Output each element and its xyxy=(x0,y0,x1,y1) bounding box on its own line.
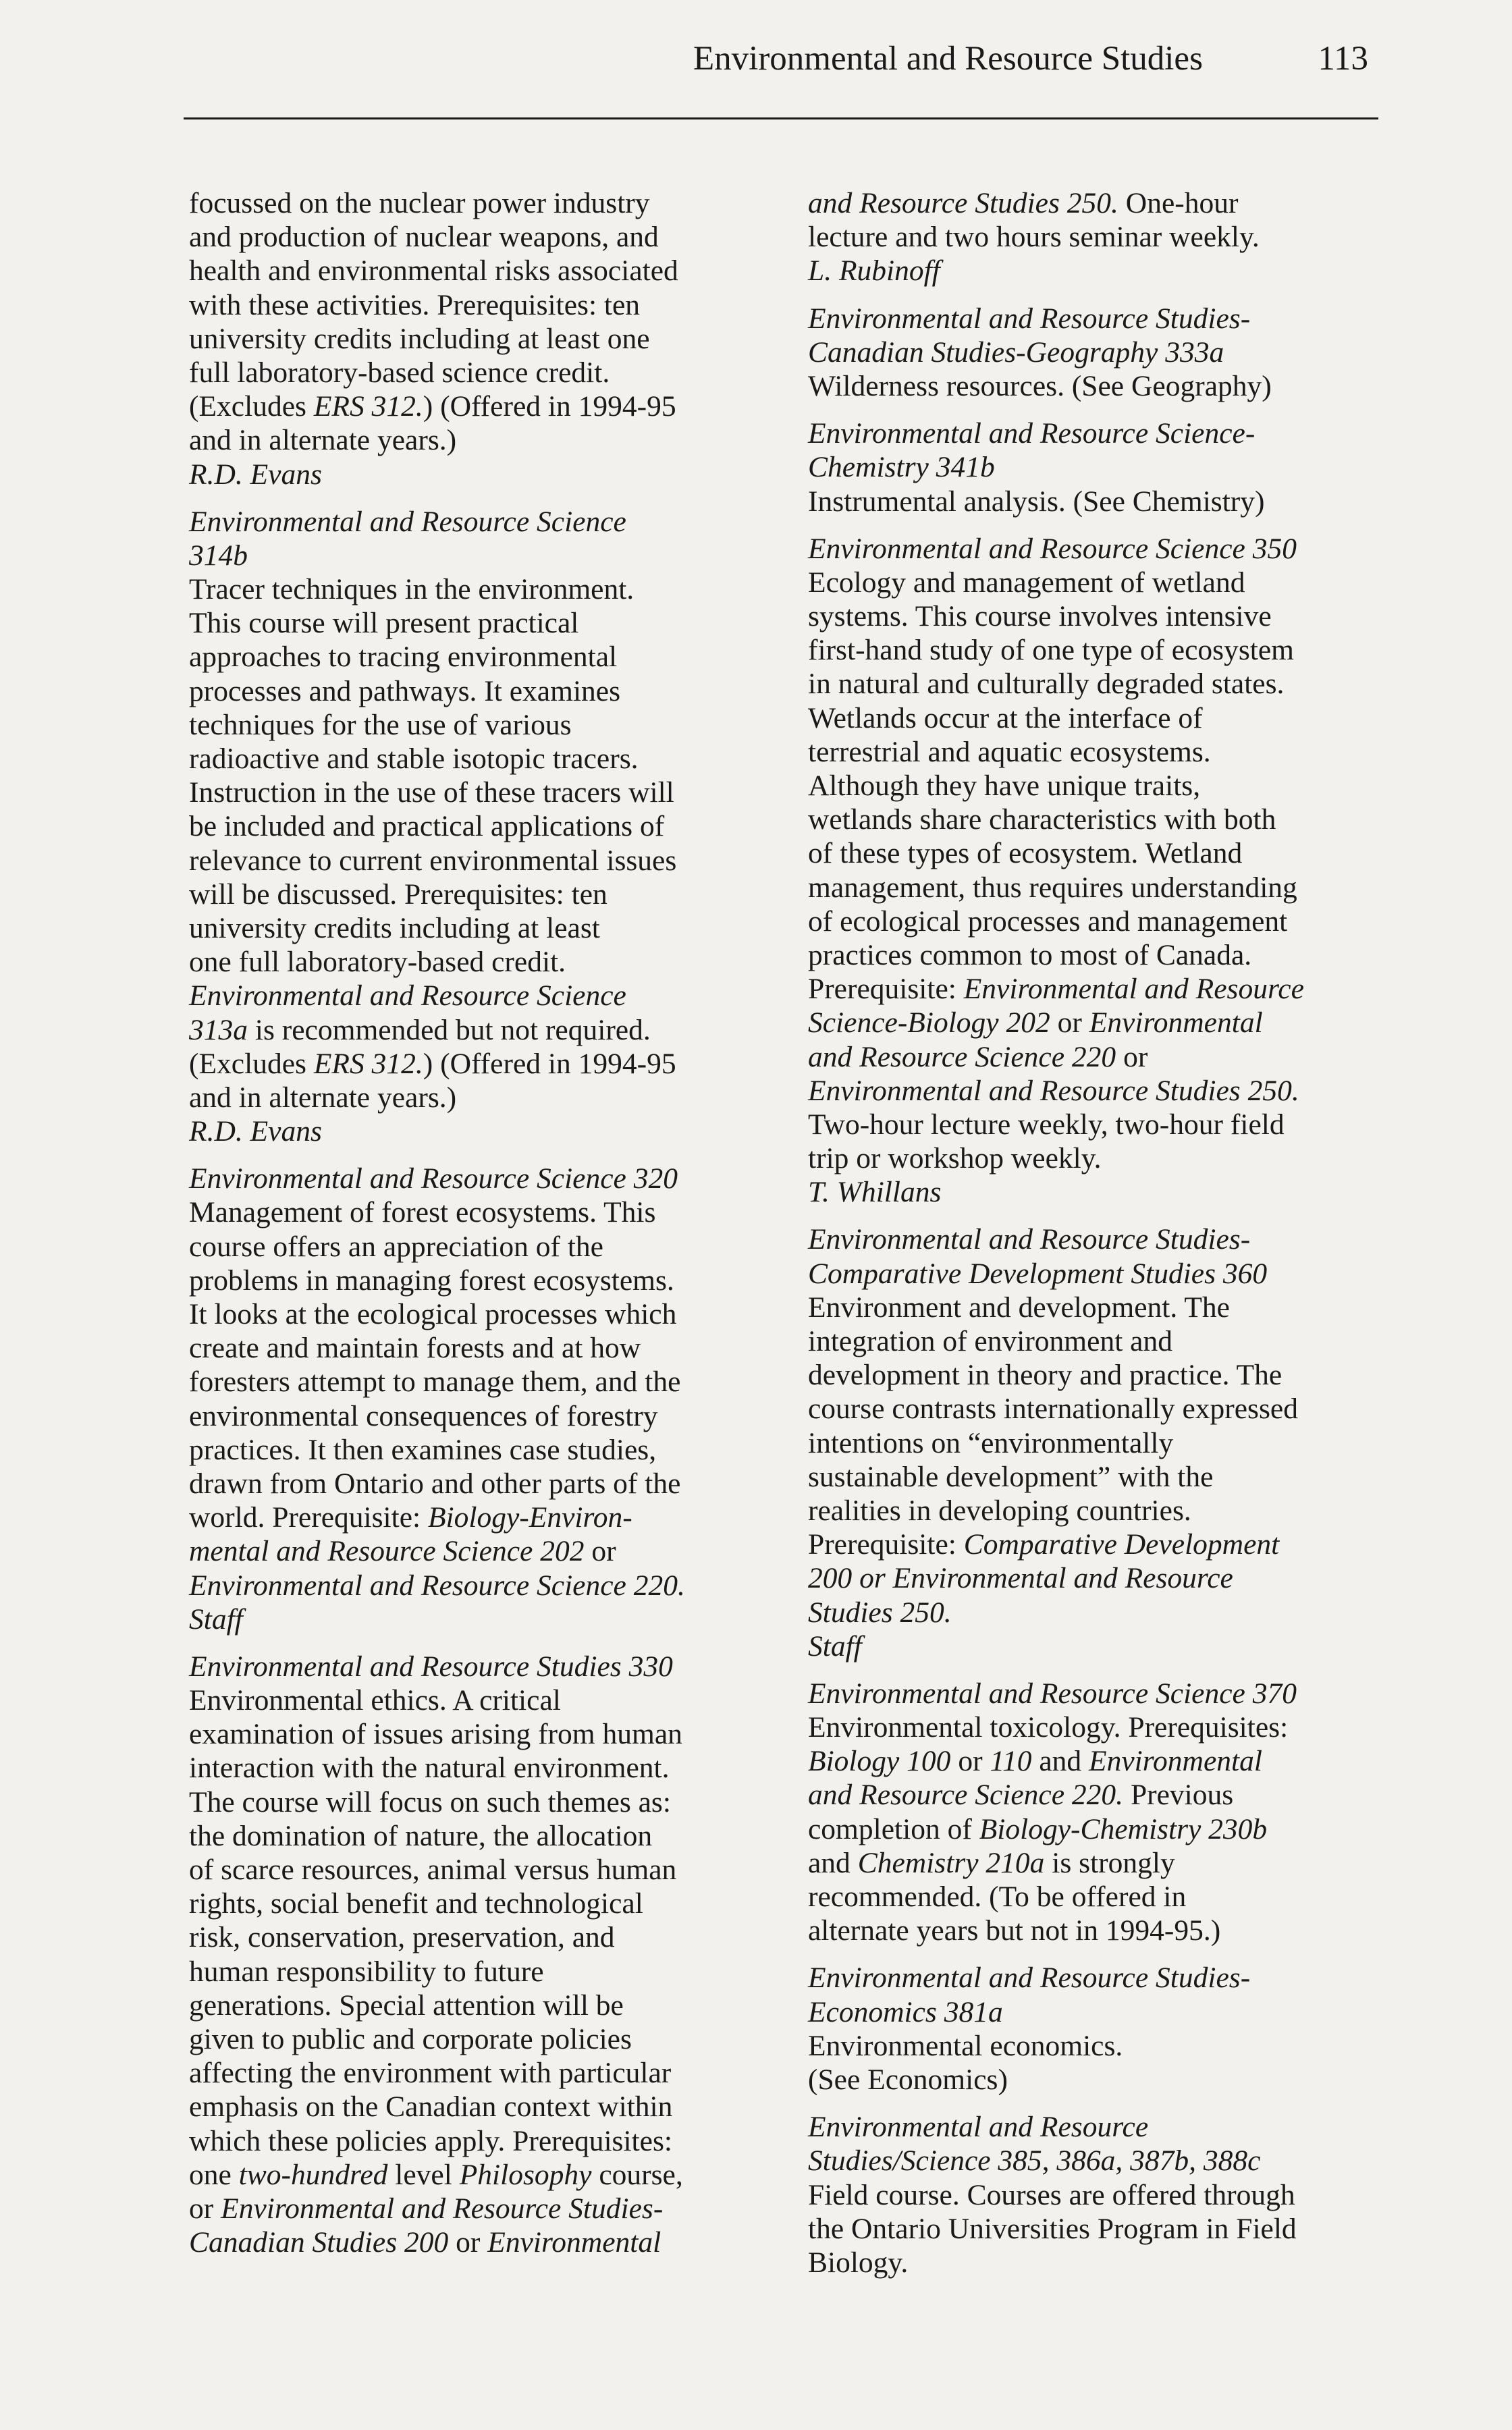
body-text: Prerequisite: xyxy=(808,1528,964,1561)
italic-text: 314b xyxy=(189,539,248,572)
italic-text: two-hundred xyxy=(238,2158,388,2191)
text-line xyxy=(808,1596,1385,1629)
body-text: or xyxy=(950,1745,990,1778)
text-line xyxy=(808,769,1385,803)
body-text: university credits including at least xyxy=(189,911,600,944)
text-line xyxy=(808,972,1385,1006)
text-line xyxy=(808,871,1385,905)
italic-text: Biology-Chemistry 230b xyxy=(979,1812,1268,1845)
body-text: risk, conservation, preservation, and xyxy=(189,1921,615,1954)
text-line xyxy=(189,1602,763,1636)
text-line xyxy=(189,186,763,220)
text-line xyxy=(189,742,763,776)
text-line xyxy=(189,1650,763,1683)
body-text: recommended. (To be offered in xyxy=(808,1881,1187,1913)
text-line xyxy=(808,2110,1385,2144)
text-line xyxy=(808,1141,1385,1175)
text-line xyxy=(189,2158,763,2192)
body-text: given to public and corporate policies xyxy=(189,2022,632,2055)
body-text: full laboratory-based science credit. xyxy=(189,356,610,389)
body-text: and xyxy=(808,1846,858,1879)
body-text: practices. It then examines case studies, xyxy=(189,1433,657,1466)
body-text: level xyxy=(387,2158,460,2191)
body-text: systems. This course involves intensive xyxy=(808,600,1272,633)
italic-text: Canadian Studies 200 xyxy=(189,2226,449,2259)
course-entry xyxy=(808,2110,1385,2279)
course-entry xyxy=(808,1677,1385,1948)
text-line xyxy=(189,979,763,1013)
course-entry xyxy=(189,186,763,491)
body-text: alternate years but not in 1994-95.) xyxy=(808,1914,1221,1947)
text-line xyxy=(189,1264,763,1297)
text-line xyxy=(808,254,1385,288)
course-entry xyxy=(808,416,1385,518)
body-text: world. Prerequisite: xyxy=(189,1501,428,1534)
body-text: integration of environment and xyxy=(808,1325,1172,1357)
text-line xyxy=(189,1399,763,1433)
text-line xyxy=(189,1297,763,1331)
italic-text: Environmental and Resource xyxy=(808,2111,1149,2144)
body-text: and production of nuclear weapons, and xyxy=(189,221,659,254)
body-text: One-hour xyxy=(1118,187,1239,219)
text-line xyxy=(189,1751,763,1785)
body-text: generations. Special attention will be xyxy=(189,1989,624,2022)
text-line xyxy=(808,335,1385,369)
body-text: Ecology and management of wetland xyxy=(808,566,1245,599)
italic-text: Comparative Development Studies 360 xyxy=(808,1257,1268,1290)
italic-text: Environmental xyxy=(1089,1745,1262,1778)
text-line xyxy=(808,1561,1385,1595)
body-text: sustainable development” with the xyxy=(808,1460,1214,1493)
body-text: development in theory and practice. The xyxy=(808,1359,1282,1392)
text-line xyxy=(808,2029,1385,2063)
body-text: Biology. xyxy=(808,2246,909,2279)
italic-text: Staff xyxy=(808,1629,862,1663)
body-text: lecture and two hours seminar weekly. xyxy=(808,221,1260,254)
body-text: relevance to current environmental issues xyxy=(189,844,677,877)
body-text: focussed on the nuclear power industry xyxy=(189,187,650,219)
body-text: (Excludes xyxy=(189,390,314,423)
body-text: one xyxy=(189,2158,239,2191)
text-line xyxy=(808,302,1385,335)
italic-text: Environmental xyxy=(487,2226,662,2259)
text-line xyxy=(808,2178,1385,2212)
text-line xyxy=(189,356,763,389)
body-text: Previous xyxy=(1123,1779,1234,1812)
text-line xyxy=(189,1887,763,1920)
body-text: one full laboratory-based credit. xyxy=(189,946,566,979)
course-entry xyxy=(808,302,1385,404)
text-line xyxy=(808,1222,1385,1256)
italic-text: ERS 312. xyxy=(313,390,423,423)
text-line xyxy=(189,1569,763,1602)
text-line xyxy=(189,674,763,708)
body-text: completion of xyxy=(808,1812,979,1845)
text-line xyxy=(808,220,1385,254)
text-line xyxy=(808,1710,1385,1744)
italic-text: R.D. Evans xyxy=(189,1115,322,1148)
body-text: examination of issues arising from human xyxy=(189,1718,682,1751)
text-line xyxy=(189,322,763,356)
text-line xyxy=(189,708,763,742)
italic-text: Canadian Studies-Geography 333a xyxy=(808,335,1224,369)
body-text: Wetlands occur at the interface of xyxy=(808,701,1203,734)
text-line xyxy=(808,1074,1385,1108)
italic-text: Environmental and Resource Studies 250. xyxy=(808,1074,1299,1107)
italic-text: ERS 312. xyxy=(313,1047,423,1080)
italic-text: Staff xyxy=(189,1602,243,1636)
text-line xyxy=(808,1257,1385,1291)
italic-text: Environmental and Resource Science 220. xyxy=(189,1569,685,1602)
text-line xyxy=(189,1955,763,1989)
body-text: will be discussed. Prerequisites: ten xyxy=(189,878,608,911)
italic-text: Studies 250. xyxy=(808,1596,952,1629)
text-line xyxy=(808,1460,1385,1494)
text-line xyxy=(808,2246,1385,2279)
course-entry xyxy=(808,1961,1385,2097)
body-text: Environmental toxicology. Prerequisites: xyxy=(808,1711,1289,1744)
body-text: Prerequisite: xyxy=(808,973,964,1006)
text-line xyxy=(189,911,763,945)
body-text: or xyxy=(189,2192,221,2225)
italic-text: T. Whillans xyxy=(808,1176,942,1209)
text-line xyxy=(189,1920,763,1954)
text-line xyxy=(808,1358,1385,1392)
body-text: which these policies apply. Prerequisites: xyxy=(189,2124,672,2157)
text-line xyxy=(808,450,1385,484)
text-line xyxy=(189,220,763,254)
text-line xyxy=(808,1677,1385,1710)
text-line xyxy=(808,803,1385,836)
body-text: course contrasts internationally expressed xyxy=(808,1393,1298,1426)
italic-text: Biology-Environ- xyxy=(427,1501,632,1534)
body-text: human responsibility to future xyxy=(189,1955,544,1988)
text-line xyxy=(808,1291,1385,1324)
text-line xyxy=(189,945,763,979)
body-text: Tracer techniques in the environment. xyxy=(189,573,634,606)
body-text: of these types of ecosystem. Wetland xyxy=(808,837,1243,870)
body-text: problems in managing forest ecosystems. xyxy=(189,1264,674,1297)
body-text: foresters attempt to manage them, and the xyxy=(189,1366,681,1399)
text-line xyxy=(808,1494,1385,1528)
text-line xyxy=(808,1324,1385,1358)
body-text: or xyxy=(1050,1006,1089,1040)
text-line xyxy=(189,1501,763,1534)
text-line xyxy=(189,776,763,809)
body-text: is recommended but not required. xyxy=(248,1013,651,1046)
text-line xyxy=(189,1331,763,1365)
text-line xyxy=(189,572,763,606)
header-rule xyxy=(184,117,1378,119)
text-line xyxy=(189,1534,763,1568)
course-entry xyxy=(189,1650,763,2259)
text-line xyxy=(189,1013,763,1047)
body-text: Two-hour lecture weekly, two-hour field xyxy=(808,1108,1285,1141)
text-line xyxy=(808,1778,1385,1812)
text-line xyxy=(808,532,1385,566)
left-column xyxy=(189,186,763,2273)
text-line xyxy=(189,2056,763,2090)
body-text: terrestrial and aquatic ecosystems. xyxy=(808,735,1211,768)
body-text: the domination of nature, the allocation xyxy=(189,1819,653,1852)
text-line xyxy=(189,2022,763,2056)
body-text: and xyxy=(1031,1745,1089,1778)
text-line xyxy=(189,423,763,457)
right-column xyxy=(808,186,1385,2293)
italic-text: and Resource Studies 250. xyxy=(808,187,1118,219)
text-line xyxy=(189,1853,763,1887)
text-line xyxy=(189,2225,763,2259)
text-line xyxy=(189,1081,763,1114)
text-line xyxy=(189,1989,763,2022)
italic-text: Environmental and Resource Studies 330 xyxy=(189,1650,673,1683)
body-text: approaches to tracing environmental xyxy=(189,641,618,674)
italic-text: Environmental and Resource Studies- xyxy=(808,1962,1251,1995)
body-text: trip or workshop weekly. xyxy=(808,1142,1102,1175)
text-line xyxy=(189,1785,763,1819)
text-line xyxy=(808,1392,1385,1426)
body-text: and in alternate years.) xyxy=(189,1081,457,1114)
body-text: university credits including at least one xyxy=(189,322,650,355)
body-text: is strongly xyxy=(1044,1846,1175,1879)
body-text: techniques for the use of various xyxy=(189,708,572,741)
text-line xyxy=(189,1683,763,1717)
text-line xyxy=(189,1365,763,1399)
text-line xyxy=(808,1744,1385,1778)
italic-text: Environmental and Resource Science xyxy=(189,505,626,538)
body-text: emphasis on the Canadian context within xyxy=(189,2090,673,2124)
body-text: of scarce resources, animal versus human xyxy=(189,1854,677,1886)
text-line xyxy=(808,1880,1385,1914)
text-line xyxy=(808,2063,1385,2097)
italic-text: Biology 100 xyxy=(808,1745,951,1778)
body-text: or xyxy=(448,2226,488,2259)
text-line xyxy=(808,1040,1385,1074)
body-text: of ecological processes and management xyxy=(808,905,1288,938)
body-text: radioactive and stable isotopic tracers. xyxy=(189,742,639,775)
course-entry xyxy=(808,532,1385,1210)
italic-text: and Resource Science 220 xyxy=(808,1040,1116,1073)
body-text: Environment and development. The xyxy=(808,1291,1230,1324)
italic-text: L. Rubinoff xyxy=(808,254,940,288)
italic-text: and Resource Science 220. xyxy=(808,1779,1124,1812)
text-line xyxy=(808,2212,1385,2246)
text-line xyxy=(189,1467,763,1501)
body-text: management, thus requires understanding xyxy=(808,871,1297,904)
text-line xyxy=(808,836,1385,870)
text-line xyxy=(189,1819,763,1853)
italic-text: mental and Resource Science 202 xyxy=(189,1535,585,1568)
body-text: affecting the environment with particular xyxy=(189,2057,672,2090)
text-line xyxy=(808,2144,1385,2178)
text-line xyxy=(808,369,1385,403)
body-text: health and environmental risks associated xyxy=(189,254,678,288)
body-text: This course will present practical xyxy=(189,607,579,640)
italic-text: 110 xyxy=(990,1745,1032,1778)
text-line xyxy=(808,1175,1385,1209)
text-line xyxy=(808,905,1385,938)
body-text: drawn from Ontario and other parts of the xyxy=(189,1467,681,1500)
body-text: be included and practical applications of xyxy=(189,810,665,843)
body-text: (See Economics) xyxy=(808,2063,1008,2096)
text-line xyxy=(189,844,763,878)
body-text: ) (Offered in 1994-95 xyxy=(423,1047,676,1080)
text-line xyxy=(189,539,763,572)
text-line xyxy=(808,1006,1385,1040)
body-text: or xyxy=(1116,1040,1148,1073)
body-text: Instruction in the use of these tracers will xyxy=(189,776,674,809)
text-line xyxy=(808,667,1385,701)
text-line xyxy=(808,416,1385,450)
text-line xyxy=(808,1846,1385,1880)
text-line xyxy=(189,505,763,539)
body-text: practices common to most of Canada. xyxy=(808,938,1252,971)
body-text: in natural and culturally degraded states. xyxy=(808,668,1285,701)
italic-text: R.D. Evans xyxy=(189,458,322,491)
body-text: Although they have unique traits, xyxy=(808,770,1201,802)
text-line xyxy=(189,254,763,288)
course-entry xyxy=(189,1162,763,1636)
body-text: intentions on “environmentally xyxy=(808,1426,1174,1459)
text-line xyxy=(189,640,763,674)
text-line xyxy=(189,1195,763,1229)
body-text: ) (Offered in 1994-95 xyxy=(423,390,676,423)
text-line xyxy=(189,2192,763,2225)
body-text: with these activities. Prerequisites: ten xyxy=(189,288,641,321)
body-text: environmental consequences of forestry xyxy=(189,1399,658,1432)
body-text: Field course. Courses are offered through xyxy=(808,2178,1295,2211)
text-line xyxy=(808,1108,1385,1141)
text-line xyxy=(808,633,1385,667)
text-line xyxy=(189,2124,763,2158)
italic-text: Philosophy xyxy=(459,2158,592,2191)
italic-text: 313a xyxy=(189,1013,248,1046)
text-line xyxy=(189,1047,763,1081)
body-text: Environmental ethics. A critical xyxy=(189,1684,561,1717)
italic-text: Studies/Science 385, 386a, 387b, 388c xyxy=(808,2144,1261,2178)
body-text: rights, social benefit and technological xyxy=(189,1887,643,1920)
text-line xyxy=(189,1162,763,1195)
italic-text: Chemistry 341b xyxy=(808,451,995,484)
body-text: wetlands share characteristics with both xyxy=(808,803,1276,836)
italic-text: Environmental xyxy=(1089,1006,1263,1040)
body-text: first-hand study of one type of ecosystem xyxy=(808,634,1295,667)
text-line xyxy=(808,1961,1385,1995)
italic-text: Environmental and Resource Science 320 xyxy=(189,1162,678,1195)
italic-text: Comparative Development xyxy=(963,1528,1280,1561)
text-line xyxy=(808,599,1385,633)
body-text: course, xyxy=(591,2158,683,2191)
text-line xyxy=(189,878,763,911)
italic-text: Environmental and Resource Studies- xyxy=(808,1223,1251,1256)
text-line xyxy=(808,1914,1385,1947)
running-header xyxy=(693,35,1368,82)
body-text: processes and pathways. It examines xyxy=(189,674,621,707)
text-line xyxy=(808,1995,1385,2029)
body-text: Instrumental analysis. (See Chemistry) xyxy=(808,485,1265,518)
text-line xyxy=(189,288,763,322)
text-line xyxy=(189,1114,763,1148)
body-text: (Excludes xyxy=(189,1047,314,1080)
italic-text: Environmental and Resource Science- xyxy=(808,417,1256,450)
text-line xyxy=(189,1717,763,1751)
italic-text: Environmental and Resource Science 350 xyxy=(808,532,1297,565)
course-entry xyxy=(189,505,763,1149)
text-line xyxy=(808,566,1385,599)
text-line xyxy=(189,606,763,640)
body-text: the Ontario Universities Program in Field xyxy=(808,2212,1297,2245)
text-line xyxy=(808,1426,1385,1460)
text-line xyxy=(189,389,763,423)
text-line xyxy=(808,485,1385,518)
body-text: Management of forest ecosystems. This xyxy=(189,1196,656,1229)
text-line xyxy=(808,1528,1385,1561)
text-line xyxy=(808,1629,1385,1663)
italic-text: Science-Biology 202 xyxy=(808,1006,1050,1040)
text-line xyxy=(808,186,1385,220)
text-line xyxy=(189,458,763,491)
text-line xyxy=(808,735,1385,769)
body-text: Wilderness resources. (See Geography) xyxy=(808,369,1272,402)
text-line xyxy=(189,2090,763,2124)
body-text: Environmental economics. xyxy=(808,2029,1123,2062)
body-text: and in alternate years.) xyxy=(189,424,457,457)
text-line xyxy=(808,938,1385,972)
text-line xyxy=(189,1230,763,1264)
course-entry xyxy=(808,1222,1385,1663)
italic-text: Environmental and Resource Studies- xyxy=(221,2192,664,2225)
body-text: course offers an appreciation of the xyxy=(189,1230,603,1263)
body-text: create and maintain forests and at how xyxy=(189,1332,641,1365)
body-text: It looks at the ecological processes which xyxy=(189,1298,677,1330)
page-number: 113 xyxy=(1318,40,1368,78)
text-line xyxy=(808,1812,1385,1846)
body-text: interaction with the natural environment. xyxy=(189,1752,670,1785)
italic-text: Environmental and Resource Studies- xyxy=(808,302,1251,335)
text-line xyxy=(189,1433,763,1467)
italic-text: 200 or Environmental and Resource xyxy=(808,1562,1233,1595)
body-text: or xyxy=(584,1535,616,1568)
italic-text: Chemistry 210a xyxy=(857,1846,1045,1879)
text-line xyxy=(189,809,763,843)
header-title: Environmental and Resource Studies xyxy=(693,40,1203,78)
italic-text: Environmental and Resource xyxy=(963,973,1304,1006)
italic-text: Environmental and Resource Science xyxy=(189,979,626,1013)
body-text: The course will focus on such themes as: xyxy=(189,1785,671,1818)
body-text: realities in developing countries. xyxy=(808,1494,1191,1527)
course-entry xyxy=(808,186,1385,288)
italic-text: Environmental and Resource Science 370 xyxy=(808,1677,1297,1710)
text-line xyxy=(808,701,1385,735)
italic-text: Economics 381a xyxy=(808,1995,1003,2028)
